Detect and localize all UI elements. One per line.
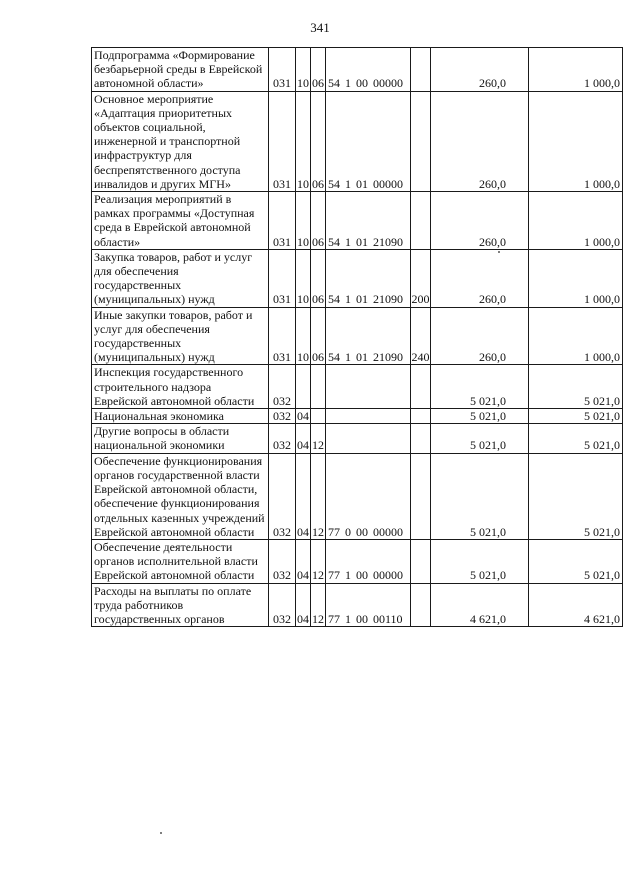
row-amount-year1: 5 021,0 <box>431 365 529 409</box>
scan-speck <box>160 832 162 834</box>
row-name: Другие вопросы в области национальной экономики <box>92 424 269 453</box>
row-name: Закупка товаров, работ и услуг для обеспечения государственных (муниципальных) нужд <box>92 249 269 307</box>
row-name: Обеспечение функционирования органов государственной власти Еврейской автономной области, обеспечение функционирования отдельных казенных учреждений Еврейской автономной области <box>92 453 269 539</box>
row-pr: 12 <box>311 424 326 453</box>
row-pr: 06 <box>311 249 326 307</box>
row-amount-year1: 260,0 <box>431 192 529 250</box>
row-pr: 12 <box>311 453 326 539</box>
row-gr: 031 <box>269 48 296 92</box>
row-csr: 77 1 00 00110 <box>326 583 411 627</box>
row-gr: 031 <box>269 307 296 365</box>
row-amount-year2: 1 000,0 <box>529 249 623 307</box>
row-gr: 032 <box>269 583 296 627</box>
row-gr: 032 <box>269 453 296 539</box>
row-vr <box>411 583 431 627</box>
row-csr <box>326 409 411 424</box>
row-amount-year2: 5 021,0 <box>529 365 623 409</box>
row-csr <box>326 424 411 453</box>
row-vr <box>411 365 431 409</box>
row-rz: 10 <box>296 249 311 307</box>
row-amount-year2: 1 000,0 <box>529 48 623 92</box>
row-name: Обеспечение деятельности органов исполнительной власти Еврейской автономной области <box>92 539 269 583</box>
table-row <box>92 249 623 307</box>
budget-table <box>91 47 623 627</box>
row-csr: 54 1 01 21090 <box>326 249 411 307</box>
row-pr <box>311 365 326 409</box>
row-amount-year1: 5 021,0 <box>431 409 529 424</box>
row-vr <box>411 91 431 191</box>
row-csr: 54 1 01 00000 <box>326 91 411 191</box>
row-vr <box>411 424 431 453</box>
row-pr: 06 <box>311 307 326 365</box>
row-name: Национальная экономика <box>92 409 269 424</box>
row-name: Подпрограмма «Формирование безбарьерной среды в Еврейской автономной области» <box>92 48 269 92</box>
row-rz: 04 <box>296 424 311 453</box>
row-rz: 04 <box>296 583 311 627</box>
table-row <box>92 409 623 424</box>
row-amount-year1: 5 021,0 <box>431 539 529 583</box>
row-pr: 06 <box>311 91 326 191</box>
table-row <box>92 365 623 409</box>
row-rz: 10 <box>296 48 311 92</box>
row-gr: 032 <box>269 365 296 409</box>
row-amount-year1: 260,0 <box>431 91 529 191</box>
row-csr: 54 1 01 21090 <box>326 307 411 365</box>
row-name: Инспекция государственного строительного надзора Еврейской автономной области <box>92 365 269 409</box>
row-gr: 031 <box>269 249 296 307</box>
row-gr: 031 <box>269 192 296 250</box>
table-row <box>92 583 623 627</box>
row-pr: 12 <box>311 583 326 627</box>
row-gr: 032 <box>269 409 296 424</box>
row-vr <box>411 48 431 92</box>
row-csr: 77 0 00 00000 <box>326 453 411 539</box>
row-amount-year2: 5 021,0 <box>529 453 623 539</box>
row-amount-year2: 5 021,0 <box>529 409 623 424</box>
table-row <box>92 91 623 191</box>
row-vr: 240 <box>411 307 431 365</box>
table-row <box>92 453 623 539</box>
table-row <box>92 539 623 583</box>
row-amount-year2: 4 621,0 <box>529 583 623 627</box>
table-row <box>92 307 623 365</box>
row-gr: 031 <box>269 91 296 191</box>
row-pr <box>311 409 326 424</box>
row-amount-year1: 260,0 <box>431 249 529 307</box>
table-row <box>92 192 623 250</box>
row-rz: 10 <box>296 91 311 191</box>
row-name: Основное мероприятие «Адаптация приоритетных объектов социальной, инженерной и транспортной инфраструктур для беспрепятственного доступа инвалидов и других МГН» <box>92 91 269 191</box>
row-amount-year1: 260,0 <box>431 48 529 92</box>
page-number: 341 <box>310 20 330 35</box>
row-name: Иные закупки товаров, работ и услуг для обеспечения государственных (муниципальных) нужд <box>92 307 269 365</box>
row-vr <box>411 192 431 250</box>
row-gr: 032 <box>269 424 296 453</box>
row-rz: 10 <box>296 307 311 365</box>
row-vr <box>411 409 431 424</box>
row-amount-year2: 5 021,0 <box>529 424 623 453</box>
row-pr: 06 <box>311 48 326 92</box>
row-amount-year1: 5 021,0 <box>431 453 529 539</box>
row-pr: 06 <box>311 192 326 250</box>
row-rz: 04 <box>296 539 311 583</box>
row-pr: 12 <box>311 539 326 583</box>
table-row <box>92 48 623 92</box>
row-csr: 54 1 01 21090 <box>326 192 411 250</box>
row-vr: 200 <box>411 249 431 307</box>
row-name: Расходы на выплаты по оплате труда работников государственных органов <box>92 583 269 627</box>
row-rz: 10 <box>296 192 311 250</box>
scan-speck <box>498 251 500 253</box>
row-rz <box>296 365 311 409</box>
row-amount-year1: 260,0 <box>431 307 529 365</box>
table-row <box>92 424 623 453</box>
row-name: Реализация мероприятий в рамках программы «Доступная среда в Еврейской автономной области» <box>92 192 269 250</box>
row-csr: 54 1 00 00000 <box>326 48 411 92</box>
row-amount-year1: 4 621,0 <box>431 583 529 627</box>
row-csr: 77 1 00 00000 <box>326 539 411 583</box>
row-amount-year2: 1 000,0 <box>529 192 623 250</box>
row-amount-year2: 1 000,0 <box>529 91 623 191</box>
row-gr: 032 <box>269 539 296 583</box>
row-vr <box>411 539 431 583</box>
row-amount-year2: 5 021,0 <box>529 539 623 583</box>
row-amount-year1: 5 021,0 <box>431 424 529 453</box>
row-rz: 04 <box>296 453 311 539</box>
row-rz: 04 <box>297 409 309 424</box>
row-vr <box>411 453 431 539</box>
row-csr <box>326 365 411 409</box>
row-amount-year2: 1 000,0 <box>529 307 623 365</box>
